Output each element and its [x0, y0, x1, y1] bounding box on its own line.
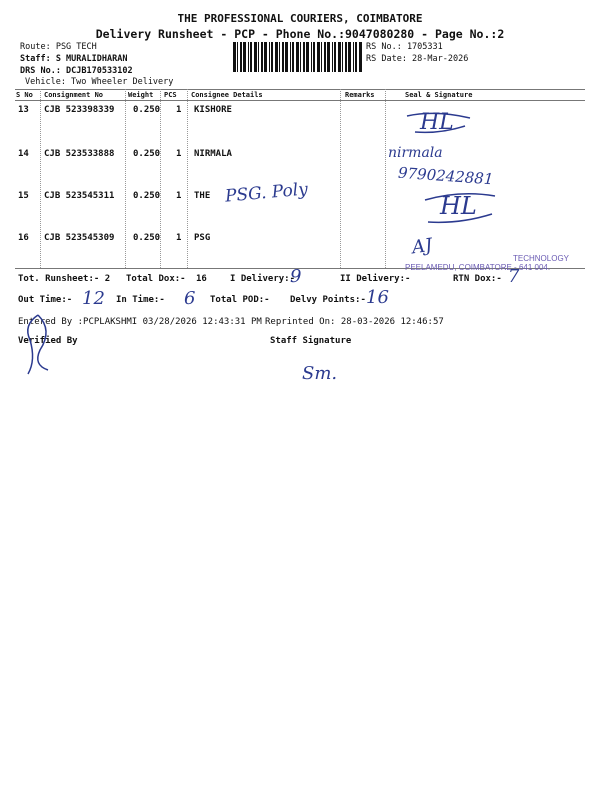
row-pcs: 1	[176, 191, 182, 201]
row-sno: 14	[18, 149, 29, 159]
barcode-bar	[237, 42, 238, 72]
col-sno: S No	[16, 91, 33, 99]
barcode-bar	[342, 42, 343, 72]
barcode-bar	[258, 42, 259, 72]
row-pcs: 1	[176, 105, 182, 115]
drs-label: DRS No.: DCJB170533102	[20, 66, 133, 76]
row-weight: 0.250	[133, 149, 161, 159]
barcode-bar	[306, 42, 309, 72]
delvy-points-value: 16	[366, 287, 389, 308]
col-weight: Weight	[128, 91, 154, 99]
signature-row13: HL	[420, 110, 454, 135]
barcode-bar	[292, 42, 294, 72]
vehicle-label: Vehicle: Two Wheeler Delivery	[25, 77, 174, 87]
barcode-bar	[261, 42, 263, 72]
barcode-bar	[338, 42, 341, 72]
barcode-bar	[311, 42, 312, 72]
barcode-bar	[324, 42, 326, 72]
row-consignment: CJB 523533888	[44, 149, 115, 159]
in-time-label: In Time:-	[116, 295, 165, 305]
barcode-bar	[233, 42, 236, 72]
row-sno: 16	[18, 233, 29, 243]
row-weight: 0.250	[133, 233, 161, 243]
barcode-bar	[345, 42, 347, 72]
staff-signature: Sm.	[302, 363, 338, 384]
col-consignment: Consignment No	[44, 91, 104, 99]
barcode-bar	[296, 42, 299, 72]
barcode-bar	[355, 42, 357, 72]
barcode-bar	[359, 42, 362, 72]
barcode-bar	[313, 42, 315, 72]
barcode-bar	[303, 42, 305, 72]
total-pod-label: Total POD:-	[210, 295, 270, 305]
barcode-bar	[300, 42, 301, 72]
company-title: THE PROFESSIONAL COURIERS, COIMBATORE	[177, 12, 423, 25]
barcode-bar	[271, 42, 273, 72]
tot-runsheet: Tot. Runsheet:- 2	[18, 274, 111, 284]
rtn-dox-value: 7	[508, 266, 520, 287]
signature-row14-name: nirmala	[388, 145, 443, 161]
row-sno: 15	[18, 191, 29, 201]
handwritten-note-row15: PSG. Poly	[224, 179, 309, 207]
entered-by: Entered By :PCPLAKSHMI 03/28/2026 12:43:31 PM	[18, 317, 262, 327]
staff-label: Staff: S MURALIDHARAN	[20, 54, 128, 64]
barcode-bar	[254, 42, 257, 72]
signature-row16: AJ	[410, 234, 434, 259]
total-dox-value: 16	[196, 274, 207, 284]
col-pcs: PCS	[164, 91, 177, 99]
row-consignee: KISHORE	[194, 105, 232, 115]
stamp-line2: PEELAMEDU, COIMBATORE - 641 004.	[405, 263, 551, 272]
signature-row15: HL	[440, 192, 477, 220]
verifier-signature-icon	[18, 310, 68, 380]
barcode-bar	[275, 42, 278, 72]
col-remarks: Remarks	[345, 91, 375, 99]
route-label: Route: PSG TECH	[20, 42, 97, 52]
barcode	[233, 42, 363, 72]
row-consignment: CJB 523545311	[44, 191, 115, 201]
rtn-dox-label: RTN Dox:-	[453, 274, 502, 284]
col-seal-signature: Seal & Signature	[405, 91, 473, 99]
rs-date-label: RS Date: 28-Mar-2026	[366, 54, 469, 64]
barcode-bar	[317, 42, 320, 72]
out-time-value: 12	[82, 288, 105, 309]
row-consignment: CJB 523545309	[44, 233, 115, 243]
out-time-label: Out Time:-	[18, 295, 73, 305]
barcode-bar	[243, 42, 246, 72]
col-consignee: Consignee Details	[191, 91, 263, 99]
row-weight: 0.250	[133, 105, 161, 115]
row-sno: 13	[18, 105, 29, 115]
barcode-bar	[321, 42, 322, 72]
barcode-bar	[290, 42, 291, 72]
row-weight: 0.250	[133, 191, 161, 201]
delvy-points-label: Delvy Points:-	[290, 295, 366, 305]
signature-strokes-icon	[420, 188, 500, 228]
signature-row14-phone: 9790242881	[397, 163, 494, 189]
barcode-bar	[334, 42, 336, 72]
barcode-bar	[353, 42, 354, 72]
total-dox-label: Total Dox:-	[126, 274, 186, 284]
barcode-bar	[264, 42, 267, 72]
barcode-bar	[285, 42, 288, 72]
staff-signature-label: Staff Signature	[270, 336, 352, 346]
barcode-bar	[282, 42, 284, 72]
barcode-bar	[240, 42, 242, 72]
rs-no-label: RS No.: 1705331	[366, 42, 443, 52]
i-delivery-label: I Delivery:-	[230, 274, 296, 284]
row-pcs: 1	[176, 233, 182, 243]
signature-underline-icon	[405, 108, 475, 138]
barcode-bar	[348, 42, 351, 72]
runsheet-subtitle: Delivery Runsheet - PCP - Phone No.:9047080280 - Page No.:2	[95, 27, 505, 41]
barcode-bar	[269, 42, 270, 72]
barcode-bar	[250, 42, 252, 72]
reprinted-on: Reprinted On: 28-03-2026 12:46:57	[265, 317, 444, 327]
barcode-bar	[279, 42, 280, 72]
row-consignee: NIRMALA	[194, 149, 232, 159]
barcode-bar	[248, 42, 249, 72]
row-consignee: PSG	[194, 233, 211, 243]
row-consignment: CJB 523398339	[44, 105, 115, 115]
i-delivery-value: 9	[290, 266, 302, 287]
barcode-bar	[327, 42, 330, 72]
row-pcs: 1	[176, 149, 182, 159]
ii-delivery-label: II Delivery:-	[340, 274, 411, 284]
barcode-bar	[332, 42, 333, 72]
verified-by: Verified By	[18, 336, 78, 346]
stamp-line1: TECHNOLOGY	[513, 254, 570, 263]
row-consignee: THE	[194, 191, 211, 201]
in-time-value: 6	[184, 288, 196, 309]
